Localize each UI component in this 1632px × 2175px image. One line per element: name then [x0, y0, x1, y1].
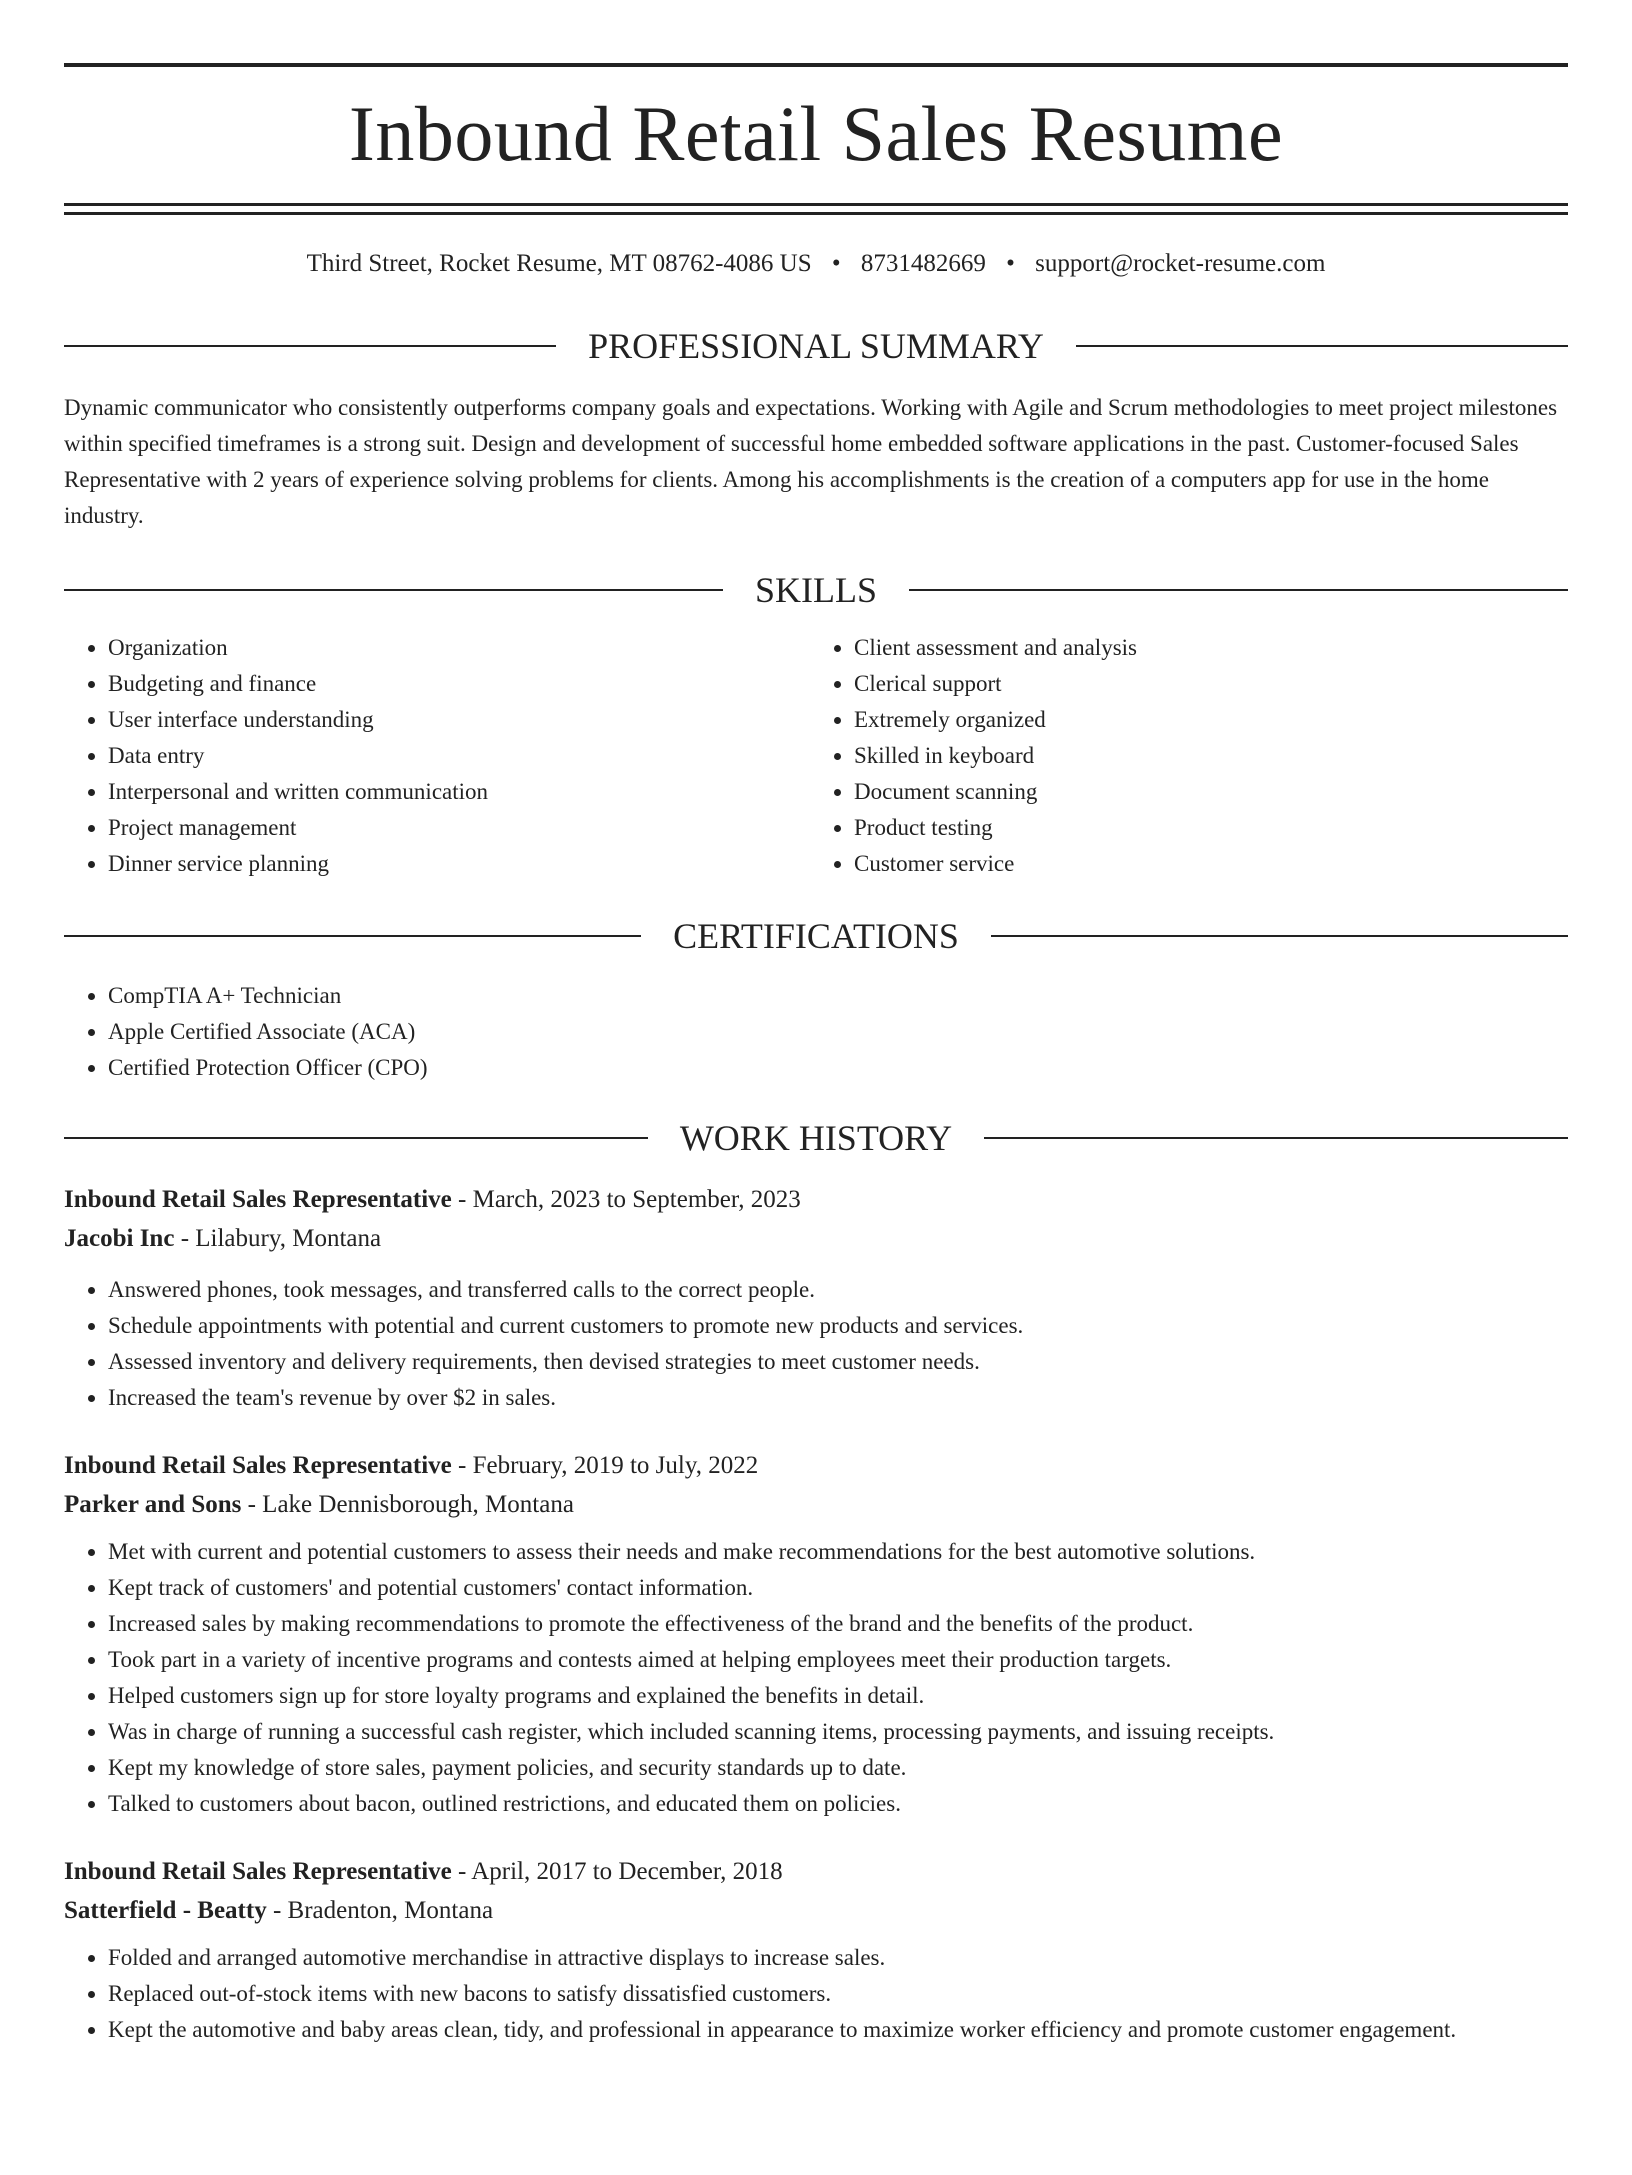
- skill-item: • Clerical support: [854, 666, 1568, 702]
- certification-item: • CompTIA A+ Technician: [108, 978, 1568, 1014]
- skill-item: • Skilled in keyboard: [854, 738, 1568, 774]
- job-title-line: [64, 1180, 1568, 1219]
- job-duty: • Folded and arranged automotive merchandise in attractive displays to increase sales.: [108, 1940, 1568, 1976]
- skills-list-left: [64, 630, 816, 882]
- skill-item: • Budgeting and finance: [108, 666, 816, 702]
- job-entry: [64, 1852, 1568, 2048]
- job-company: Parker and Sons: [64, 1491, 242, 1518]
- skill-item: • Document scanning: [854, 774, 1568, 810]
- skills-heading-label: SKILLS: [755, 570, 878, 610]
- job-duty: • Talked to customers about bacon, outlined restrictions, and educated them on policies.: [108, 1786, 1568, 1822]
- skill-item: • User interface understanding: [108, 702, 816, 738]
- work-history-heading-label: WORK HISTORY: [679, 1118, 953, 1158]
- certification-item: • Apple Certified Associate (ACA): [108, 1014, 1568, 1050]
- job-title: Inbound Retail Sales Representative: [64, 1858, 452, 1885]
- heading-rule: [64, 345, 556, 347]
- skill-item: • Extremely organized: [854, 702, 1568, 738]
- skill-item: • Organization: [108, 630, 816, 666]
- contact-line: [64, 251, 1568, 276]
- job-dates: - February, 2019 to July, 2022: [451, 1452, 759, 1479]
- certifications-section-heading: [64, 918, 1568, 954]
- job-title: Inbound Retail Sales Representative: [64, 1186, 452, 1213]
- job-entry: [64, 1180, 1568, 1416]
- job-duty: • Answered phones, took messages, and transferred calls to the correct people.: [108, 1272, 1568, 1308]
- job-title-line: [64, 1446, 1568, 1485]
- resume-page: [0, 63, 1632, 2175]
- skills-list-right: [816, 630, 1568, 882]
- job-duty: • Kept track of customers' and potential customers' contact information.: [108, 1570, 1568, 1606]
- job-company-line: [64, 1219, 1568, 1258]
- job-duty: • Took part in a variety of incentive programs and contests aimed at helping employees meet their production targets.: [108, 1642, 1568, 1678]
- job-dates: - April, 2017 to December, 2018: [451, 1858, 783, 1885]
- job-duty: • Assessed inventory and delivery requirements, then devised strategies to meet customer needs.: [108, 1344, 1568, 1380]
- job-location: - Lilabury, Montana: [174, 1225, 382, 1252]
- heading-rule: [984, 1137, 1568, 1139]
- contact-address: Third Street, Rocket Resume, MT 08762-4086 US: [306, 250, 812, 277]
- certifications-list: [64, 978, 1568, 1086]
- heading-rule: [1076, 345, 1568, 347]
- job-duty: • Schedule appointments with potential and current customers to promote new products and services.: [108, 1308, 1568, 1344]
- professional-summary-text: Dynamic communicator who consistently outperforms company goals and expectations. Working with Agile and Scrum methodologies to meet project milestones within specified timeframes is a strong suit. Design and development of successful home embedded software applications in the past. Customer-focused Sales Representative with 2 years of experience solving problems for clients. Among his accomplishments is the creation of a computers app for use in the home industry.: [64, 395, 1558, 528]
- certification-item: • Certified Protection Officer (CPO): [108, 1050, 1568, 1086]
- job-duties-list: [64, 1272, 1568, 1416]
- skills-grid: [64, 630, 1568, 882]
- job-entry: [64, 1446, 1568, 1822]
- contact-separator: •: [831, 250, 841, 277]
- job-title-line: [64, 1852, 1568, 1891]
- summary-heading-label: PROFESSIONAL SUMMARY: [588, 326, 1044, 366]
- skill-item: • Project management: [108, 810, 816, 846]
- job-duty: • Kept the automotive and baby areas clean, tidy, and professional in appearance to maximize worker efficiency and promote customer engagement.: [108, 2012, 1568, 2048]
- contact-separator: •: [1006, 250, 1015, 277]
- job-dates: - March, 2023 to September, 2023: [451, 1186, 801, 1213]
- skills-column-right: [816, 630, 1568, 882]
- skill-item: • Customer service: [854, 846, 1568, 882]
- job-company-line: [64, 1891, 1568, 1930]
- heading-rule: [991, 935, 1568, 937]
- heading-rule: [64, 589, 723, 591]
- job-title: Inbound Retail Sales Representative: [64, 1452, 452, 1479]
- skill-item: • Client assessment and analysis: [854, 630, 1568, 666]
- summary-section-heading: [64, 328, 1568, 364]
- job-duty: • Helped customers sign up for store loyalty programs and explained the benefits in detail.: [108, 1678, 1568, 1714]
- job-duties-list: [64, 1534, 1568, 1822]
- heading-rule: [64, 935, 641, 937]
- work-history-section-heading: [64, 1120, 1568, 1156]
- heading-rule: [909, 589, 1568, 591]
- job-duty: • Was in charge of running a successful cash register, which included scanning items, processing payments, and issuing receipts.: [108, 1714, 1568, 1750]
- job-company: Satterfield - Beatty: [64, 1897, 267, 1924]
- skill-item: • Data entry: [108, 738, 816, 774]
- skills-section-heading: [64, 572, 1568, 608]
- skill-item: • Interpersonal and written communication: [108, 774, 816, 810]
- title-double-rule: [64, 203, 1568, 215]
- job-duty: • Kept my knowledge of store sales, payment policies, and security standards up to date.: [108, 1750, 1568, 1786]
- job-duty: • Increased sales by making recommendations to promote the effectiveness of the brand and the benefits of the product.: [108, 1606, 1568, 1642]
- skill-item: • Dinner service planning: [108, 846, 816, 882]
- job-duty: • Replaced out-of-stock items with new bacons to satisfy dissatisfied customers.: [108, 1976, 1568, 2012]
- resume-title: Inbound Retail Sales Resume: [348, 90, 1284, 177]
- job-duty: • Increased the team's revenue by over $2 in sales.: [108, 1380, 1568, 1416]
- heading-rule: [64, 1137, 648, 1139]
- job-company: Jacobi Inc: [64, 1225, 175, 1252]
- skills-column-left: [64, 630, 816, 882]
- certifications-heading-label: CERTIFICATIONS: [673, 916, 959, 956]
- skill-item: • Product testing: [854, 810, 1568, 846]
- top-rule: [64, 63, 1568, 67]
- job-duty: • Met with current and potential customers to assess their needs and make recommendations for the best automotive solutions.: [108, 1534, 1568, 1570]
- job-location: - Lake Dennisborough, Montana: [241, 1491, 574, 1518]
- job-location: - Bradenton, Montana: [266, 1897, 494, 1924]
- contact-phone: 8731482669: [860, 250, 986, 277]
- contact-email: support@rocket-resume.com: [1035, 250, 1326, 277]
- job-duties-list: [64, 1940, 1568, 2048]
- job-company-line: [64, 1485, 1568, 1524]
